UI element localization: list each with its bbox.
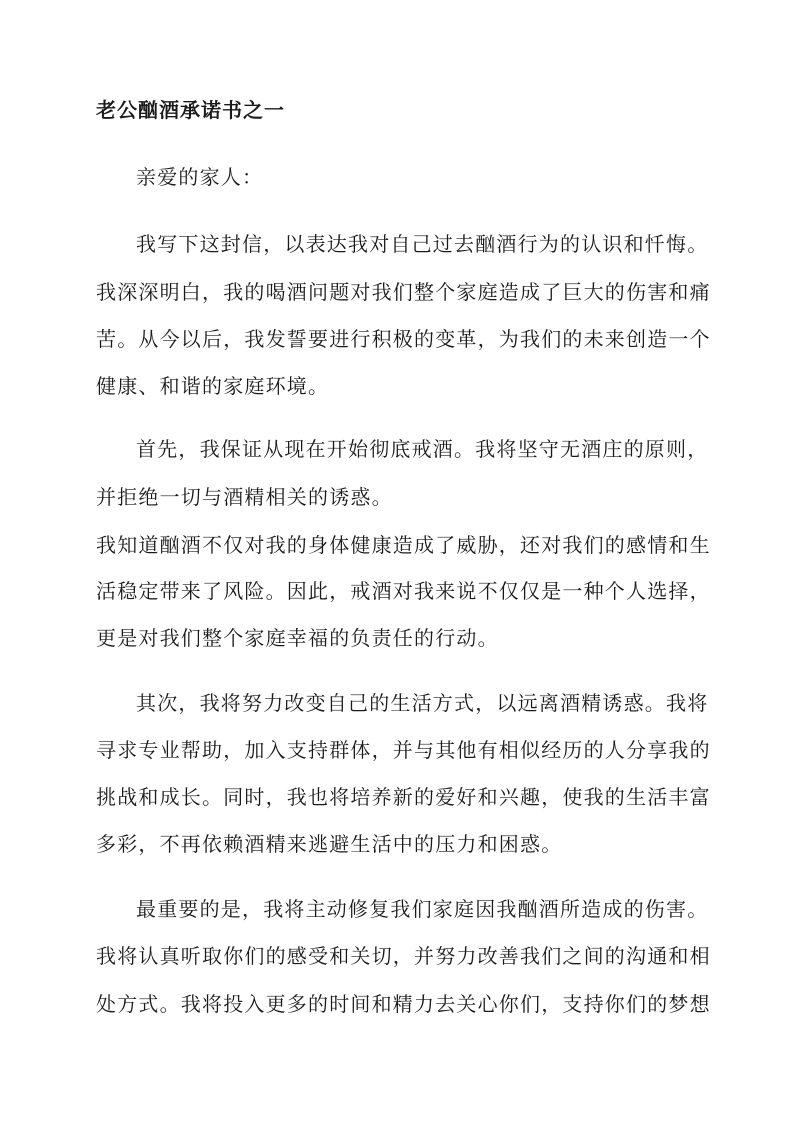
paragraph-1-line-2: 我深深明白，我的喝酒问题对我们整个家庭造成了巨大的伤害和痛 [96, 280, 711, 304]
paragraph-4-line-1: 最重要的是，我将主动修复我们家庭因我酗酒所造成的伤害。 [136, 897, 709, 921]
document-title: 老公酗酒承诺书之一 [96, 98, 285, 122]
paragraph-3-line-1: 其次，我将努力改变自己的生活方式，以远离酒精诱惑。我将 [136, 691, 709, 715]
paragraph-4-line-3: 处方式。我将投入更多的时间和精力去关心你们，支持你们的梦想 [96, 992, 711, 1016]
paragraph-2-line-4: 活稳定带来了风险。因此，戒酒对我来说不仅仅是一种个人选择， [96, 579, 711, 603]
paragraph-2-line-2: 并拒绝一切与酒精相关的诱惑。 [96, 485, 393, 509]
paragraph-1-line-1: 我写下这封信，以表达我对自己过去酗酒行为的认识和忏悔。 [136, 232, 709, 256]
salutation: 亲爱的家人： [136, 165, 264, 189]
paragraph-2-line-1: 首先，我保证从现在开始彻底戒酒。我将坚守无酒庄的原则， [136, 437, 709, 461]
paragraph-2-line-5: 更是对我们整个家庭幸福的负责任的行动。 [96, 626, 499, 650]
paragraph-2-line-3: 我知道酗酒不仅对我的身体健康造成了威胁，还对我们的感情和生 [96, 533, 711, 557]
paragraph-1-line-4: 健康、和谐的家庭环境。 [96, 374, 330, 398]
paragraph-4-line-2: 我将认真听取你们的感受和关切，并努力改善我们之间的沟通和相 [96, 944, 711, 968]
paragraph-3-line-4: 多彩，不再依赖酒精来逃避生活中的压力和困惑。 [96, 832, 563, 856]
paragraph-3-line-3: 挑战和成长。同时，我也将培养新的爱好和兴趣，使我的生活丰富 [96, 785, 711, 809]
paragraph-3-line-2: 寻求专业帮助，加入支持群体，并与其他有相似经历的人分享我的 [96, 738, 711, 762]
paragraph-1-line-3: 苦。从今以后，我发誓要进行积极的变革，为我们的未来创造一个 [96, 327, 711, 351]
